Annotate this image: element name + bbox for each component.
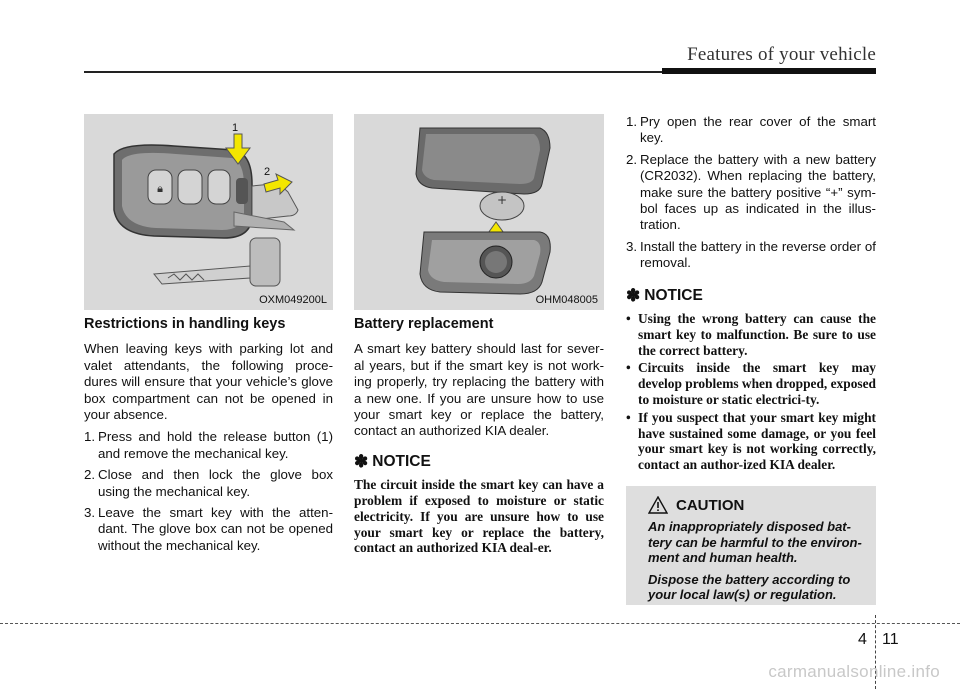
notice-heading xyxy=(626,285,876,305)
list-item-number: 3. xyxy=(626,238,638,254)
notice-title: NOTICE xyxy=(372,452,431,470)
page-header-title: Features of your vehicle xyxy=(687,44,876,65)
notice-heading xyxy=(354,451,604,471)
notice-bullets xyxy=(626,311,876,473)
section-heading: Restrictions in handling keys xyxy=(84,316,286,332)
right-column xyxy=(626,114,876,475)
bullet-icon: • xyxy=(626,360,631,376)
callout-label-1: 1 xyxy=(232,122,239,134)
notice-star-icon: ✽ xyxy=(626,285,641,305)
list-item xyxy=(84,429,333,462)
list-item-number: 1. xyxy=(626,114,638,129)
notice-title: NOTICE xyxy=(644,286,703,304)
steps-list xyxy=(84,429,333,554)
watermark: carmanualsonline.info xyxy=(768,662,940,681)
header-rule-accent xyxy=(662,68,876,74)
list-item-text: Using the wrong battery can cause the smart key to malfunction. Be sure to use the correct battery. xyxy=(638,311,876,358)
smart-key-illustration xyxy=(84,114,333,310)
caution-title: CAUTION xyxy=(676,496,745,514)
list-item-text: Close and then lock the glove box using the mechanical key. xyxy=(98,467,333,499)
list-item-text: If you suspect that your smart key might have sustained some damage, or you feel your smart key is not working correctly, contact an author-ized KIA dealer. xyxy=(638,409,876,473)
list-item xyxy=(626,360,876,407)
list-item-text: Replace the battery with a new battery (CR2032). When replacing the battery, make sure the battery positive “+” sym-bol faces up as indicated in the illus-tration. xyxy=(640,151,876,233)
list-item-number: 2. xyxy=(626,151,638,167)
list-item-text: Install the battery in the reverse order of removal. xyxy=(640,238,876,271)
caution-body xyxy=(648,519,870,609)
list-item-text: Leave the smart key with the atten-dant. The glove box can not be opened without the mechanical key. xyxy=(98,505,333,553)
callout-label-2: 2 xyxy=(264,166,271,178)
list-item xyxy=(626,410,876,473)
left-column xyxy=(84,316,333,559)
paragraph: When leaving keys with parking lot and valet attendants, the following proce-dures will ensure that your vehicle’s glove box compartment can not be opened in your absence. xyxy=(84,341,333,423)
smart-key-figure xyxy=(84,114,333,310)
page-number: 11 xyxy=(882,631,899,648)
list-item xyxy=(626,114,876,147)
list-item xyxy=(84,467,333,500)
footer-rule xyxy=(0,623,960,624)
list-item xyxy=(626,311,876,358)
battery-figure xyxy=(354,114,604,310)
list-item xyxy=(84,505,333,554)
caution-paragraph: Dispose the battery according to your local law(s) or regulation. xyxy=(648,571,851,602)
list-item-number: 3. xyxy=(84,505,96,521)
list-item-number: 1. xyxy=(84,429,96,445)
section-heading: Battery replacement xyxy=(354,316,494,332)
caution-box xyxy=(626,486,876,605)
list-item-text: Pry open the rear cover of the smart key. xyxy=(640,114,876,146)
bullet-icon: • xyxy=(626,409,631,425)
caution-heading xyxy=(648,496,744,514)
steps-list xyxy=(626,114,876,272)
header-rule xyxy=(84,71,664,73)
battery-illustration xyxy=(354,114,604,310)
list-item xyxy=(626,152,876,234)
list-item-text: Press and hold the release button (1) and remove the mechanical key. xyxy=(98,429,333,461)
notice-star-icon: ✽ xyxy=(354,451,369,471)
list-item-number: 2. xyxy=(84,467,96,483)
warning-triangle-icon xyxy=(648,496,668,514)
caution-paragraph: An inappropriately disposed bat-tery can be harmful to the environ-ment and human health. xyxy=(648,519,862,565)
paragraph: A smart key battery should last for sever-al years, but if the smart key is not work-ing properly, try replacing the battery with a new one. If you are unsure how to use your smart key or replace the battery, contact an authorized KIA dealer. xyxy=(354,341,604,439)
svg-text:+: + xyxy=(496,193,508,207)
section-number: 4 xyxy=(858,631,867,648)
figure-caption: OHM048005 xyxy=(535,294,598,306)
list-item xyxy=(626,239,876,272)
svg-text:🔒︎: 🔒︎ xyxy=(157,182,163,195)
figure-caption: OXM049200L xyxy=(259,294,327,306)
middle-column xyxy=(354,316,604,562)
bullet-icon: • xyxy=(626,311,631,327)
list-item-text: Circuits inside the smart key may develop problems when dropped, exposed to moisture or static electrici-ty. xyxy=(638,360,876,408)
notice-text: The circuit inside the smart key can have a problem if exposed to moisture or static electricity. If you are unsure how to use your smart key or replace the battery, contact an authorized KIA deal-er. xyxy=(354,477,604,556)
